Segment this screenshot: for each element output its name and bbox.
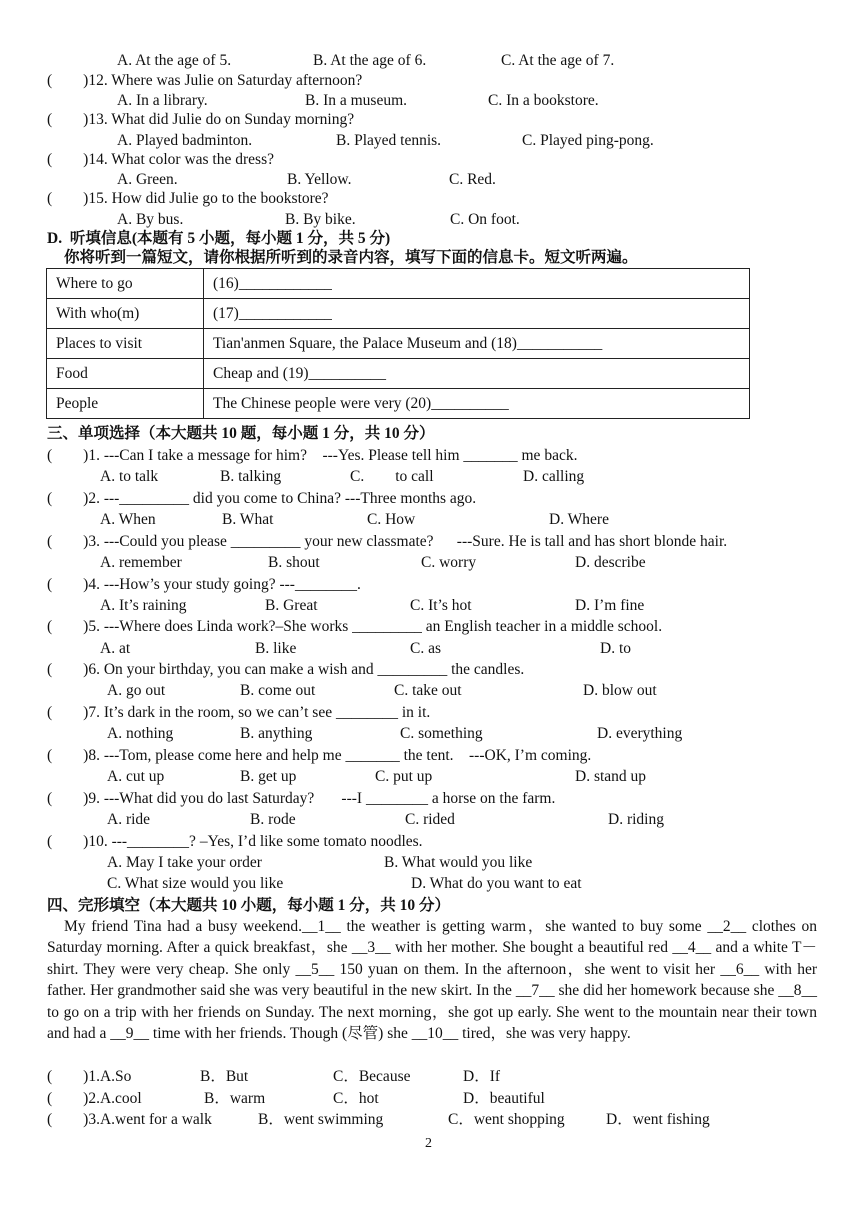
info-card-table xyxy=(46,268,750,419)
section-heading: 三、单项选择（本大题共 10 题，每小题 1 分，共 10 分） xyxy=(47,425,435,442)
option: A. to talk xyxy=(100,468,159,485)
page-number: 2 xyxy=(425,1136,432,1151)
option: A. go out xyxy=(107,682,166,699)
table-cell-key: Where to go xyxy=(47,269,204,299)
option: D．If xyxy=(463,1068,501,1085)
option: C. On foot. xyxy=(450,211,520,228)
option: C．Because xyxy=(333,1068,411,1085)
option: D. to xyxy=(600,640,631,657)
option: D. calling xyxy=(523,468,585,485)
option: D. describe xyxy=(575,554,646,571)
option: C. as xyxy=(410,640,441,657)
option: A. Played badminton. xyxy=(117,132,253,149)
option: C. put up xyxy=(375,768,433,785)
option: B．went swimming xyxy=(258,1111,384,1128)
option: B. By bike. xyxy=(285,211,356,228)
option: B. Yellow. xyxy=(287,171,352,188)
option: C. Red. xyxy=(449,171,496,188)
option: B. like xyxy=(255,640,297,657)
option: D. stand up xyxy=(575,768,647,785)
option: D. I’m fine xyxy=(575,597,645,614)
question-stem: ( )6. On your birthday, you can make a wish and _________ the candles. xyxy=(47,661,525,678)
option: C．went shopping xyxy=(448,1111,565,1128)
question-stem: ( )14. What color was the dress? xyxy=(47,151,274,168)
option: A. May I take your order xyxy=(107,854,262,871)
option: B. shout xyxy=(268,554,320,571)
option: A. Green. xyxy=(117,171,178,188)
option: C. At the age of 7. xyxy=(501,52,615,69)
question-stem: ( )2. ---_________ did you come to China? ---Three months ago. xyxy=(47,490,477,507)
option: B. anything xyxy=(240,725,313,742)
option: D. What do you want to eat xyxy=(411,875,582,892)
option: B. In a museum. xyxy=(305,92,408,109)
option: D. Where xyxy=(549,511,609,528)
table-cell-key: Food xyxy=(47,359,204,389)
table-row xyxy=(47,389,750,419)
option: A. By bus. xyxy=(117,211,184,228)
question-stem: ( )9. ---What did you do last Saturday? ---I ________ a horse on the farm. xyxy=(47,790,556,807)
option: C. It’s hot xyxy=(410,597,472,614)
option: A. nothing xyxy=(107,725,174,742)
option: B. Great xyxy=(265,597,318,614)
option: C. to call xyxy=(350,468,434,485)
question-stem: ( )15. How did Julie go to the bookstore? xyxy=(47,190,329,207)
question-stem: ( )12. Where was Julie on Saturday afternoon? xyxy=(47,72,363,89)
option: B. talking xyxy=(220,468,282,485)
table-cell-value: Cheap and (19)__________ xyxy=(204,359,750,389)
option: B. get up xyxy=(240,768,297,785)
option: A. at xyxy=(100,640,131,657)
table-row xyxy=(47,269,750,299)
question-stem: ( )4. ---How’s your study going? ---________. xyxy=(47,576,361,593)
question-stem: ( )10. ---________? –Yes, I’d like some tomato noodles. xyxy=(47,833,423,850)
option: D. everything xyxy=(597,725,683,742)
option: A. remember xyxy=(100,554,182,571)
question-stem: ( )3. ---Could you please _________ your new classmate? ---Sure. He is tall and has short blonde hair. xyxy=(47,533,728,550)
table-cell-value: Tian'anmen Square, the Palace Museum and (18)___________ xyxy=(204,329,750,359)
option: C. take out xyxy=(394,682,462,699)
option: D. blow out xyxy=(583,682,657,699)
option: B. At the age of 6. xyxy=(313,52,427,69)
question-stem: ( )1. ---Can I take a message for him? ---Yes. Please tell him _______ me back. xyxy=(47,447,578,464)
option: C．hot xyxy=(333,1090,379,1107)
option: A. It’s raining xyxy=(100,597,187,614)
option: D. riding xyxy=(608,811,664,828)
option: A. At the age of 5. xyxy=(117,52,232,69)
option: B．But xyxy=(200,1068,249,1085)
option: B. What xyxy=(222,511,274,528)
section-instruction: 你将听到一篇短文，请你根据所听到的录音内容，填写下面的信息卡。短文听两遍。 xyxy=(64,249,638,266)
option: B. What would you like xyxy=(384,854,533,871)
option: B．warm xyxy=(204,1090,266,1107)
table-cell-key: People xyxy=(47,389,204,419)
option: C. rided xyxy=(405,811,455,828)
section-heading: 四、完形填空（本大题共 10 小题，每小题 1 分，共 10 分） xyxy=(47,897,451,914)
option: C. Played ping-pong. xyxy=(522,132,654,149)
option: B. rode xyxy=(250,811,296,828)
table-row xyxy=(47,359,750,389)
question-stem: ( )2.A.cool xyxy=(47,1090,142,1107)
table-cell-value: The Chinese people were very (20)__________ xyxy=(204,389,750,419)
question-stem: ( )8. ---Tom, please come here and help me _______ the tent. ---OK, I’m coming. xyxy=(47,747,592,764)
question-stem: ( )7. It’s dark in the room, so we can’t see ________ in it. xyxy=(47,704,431,721)
option: D．beautiful xyxy=(463,1090,545,1107)
option: C. worry xyxy=(421,554,477,571)
question-stem: ( )13. What did Julie do on Sunday morning? xyxy=(47,111,355,128)
section-heading: D. 听填信息(本题有 5 小题，每小题 1 分，共 5 分) xyxy=(47,230,391,247)
cloze-passage: My friend Tina had a busy weekend.__1__ the weather is getting warm，she wanted to buy some __2__ clothes on Saturday morning. After a quick breakfast，she __3__ with her mother. She bought a beautiful red __4__ and a white T－shirt. They were very cheap. She only __5__ 150 yuan on them. In the afternoon，she went to visit her __6__ with her father. Her grandmother said she was very beautiful in the new skirt. In the __7__ she did her homework because she __8__ to go on a trip with her friends on Sunday. The next morning，she got up early. She went to the mountain near their town and had a __9__ time with her friends. Though (尽管) she __10__ tired，she was very happy. xyxy=(47,918,817,1043)
option: C. What size would you like xyxy=(107,875,284,892)
table-cell-value: (17)____________ xyxy=(204,299,750,329)
option: A. cut up xyxy=(107,768,165,785)
question-stem: ( )5. ---Where does Linda work?–She works _________ an English teacher in a middle school. xyxy=(47,618,663,635)
option: D．went fishing xyxy=(606,1111,710,1128)
option: B. Played tennis. xyxy=(336,132,442,149)
option: A. In a library. xyxy=(117,92,208,109)
question-stem: ( )1.A.So xyxy=(47,1068,132,1085)
option: A. When xyxy=(100,511,156,528)
table-cell-value: (16)____________ xyxy=(204,269,750,299)
table-row xyxy=(47,329,750,359)
option: C. something xyxy=(400,725,483,742)
table-row xyxy=(47,299,750,329)
option: C. How xyxy=(367,511,416,528)
table-cell-key: Places to visit xyxy=(47,329,204,359)
option: C. In a bookstore. xyxy=(488,92,599,109)
table-cell-key: With who(m) xyxy=(47,299,204,329)
option: B. come out xyxy=(240,682,316,699)
option: A. ride xyxy=(107,811,151,828)
question-stem: ( )3.A.went for a walk xyxy=(47,1111,212,1128)
